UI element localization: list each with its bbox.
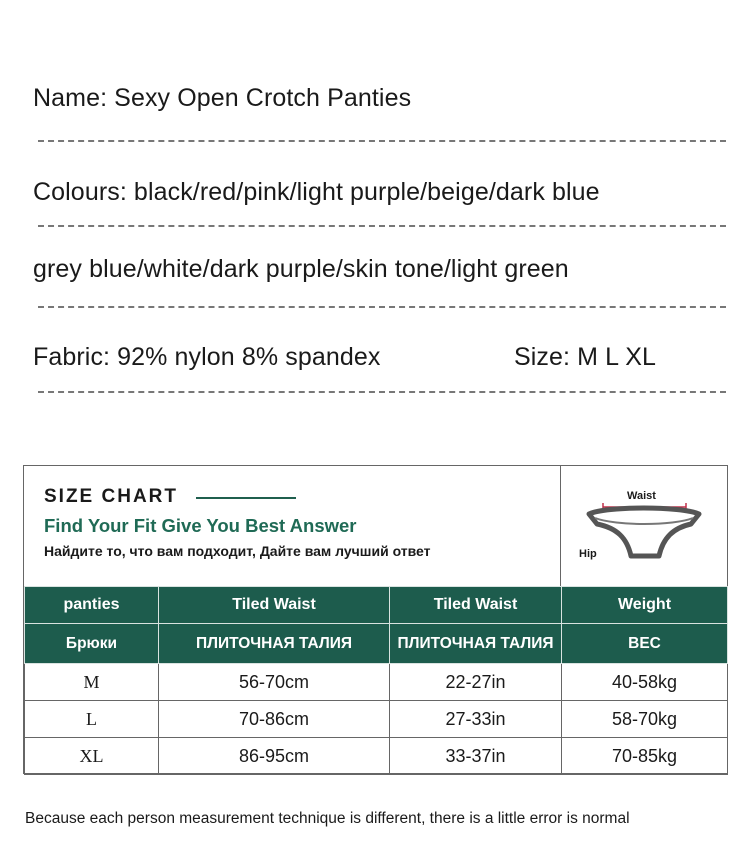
panties-outline xyxy=(589,508,699,556)
table-cell: 40-58kg xyxy=(562,664,728,701)
waist-label: Waist xyxy=(627,490,656,502)
divider xyxy=(38,225,726,227)
table-cell: 70-85kg xyxy=(562,738,728,775)
size-chart-subtitle-en: Find Your Fit Give You Best Answer xyxy=(44,515,357,536)
divider xyxy=(38,306,726,308)
product-colours-continued: grey blue/white/dark purple/skin tone/light green xyxy=(33,255,569,283)
table-header-row xyxy=(25,587,728,624)
table-cell: 86-95cm xyxy=(159,738,390,775)
column-header-ru: ВЕС xyxy=(562,624,728,664)
size-cell: XL xyxy=(25,738,159,775)
divider xyxy=(38,140,726,142)
table-row xyxy=(25,701,728,738)
title-underline xyxy=(196,497,296,499)
size-chart-subtitle-ru: Найдите то, что вам подходит, Дайте вам лучший ответ xyxy=(44,543,431,559)
hip-label: Hip xyxy=(579,548,597,560)
size-table xyxy=(24,586,728,775)
table-cell: 58-70kg xyxy=(562,701,728,738)
table-cell: 33-37in xyxy=(390,738,562,775)
product-fabric: Fabric: 92% nylon 8% spandex xyxy=(33,343,381,371)
column-header: Weight xyxy=(562,587,728,624)
product-colours: Colours: black/red/pink/light purple/beige/dark blue xyxy=(33,178,600,206)
size-cell: M xyxy=(25,664,159,701)
column-header: Tiled Waist xyxy=(390,587,562,624)
table-cell: 22-27in xyxy=(390,664,562,701)
column-header-ru: ПЛИТОЧНАЯ ТАЛИЯ xyxy=(159,624,390,664)
column-header-ru: ПЛИТОЧНАЯ ТАЛИЯ xyxy=(390,624,562,664)
divider xyxy=(38,391,726,393)
product-name: Name: Sexy Open Crotch Panties xyxy=(33,84,412,112)
measurement-footnote: Because each person measurement technique is different, there is a little error is normal xyxy=(25,810,630,827)
panties-diagram-icon xyxy=(561,466,727,586)
size-chart-header xyxy=(24,466,561,586)
product-sizes: Size: M L XL xyxy=(514,343,656,371)
table-row xyxy=(25,664,728,701)
column-header: panties xyxy=(25,587,159,624)
table-header-row-ru xyxy=(25,624,728,664)
table-row xyxy=(25,738,728,775)
size-chart xyxy=(23,465,728,774)
column-header-ru: Брюки xyxy=(25,624,159,664)
column-header: Tiled Waist xyxy=(159,587,390,624)
size-cell: L xyxy=(25,701,159,738)
table-cell: 56-70cm xyxy=(159,664,390,701)
table-cell: 27-33in xyxy=(390,701,562,738)
size-chart-title: SIZE CHART xyxy=(44,486,178,507)
measurement-diagram xyxy=(561,466,727,586)
table-cell: 70-86cm xyxy=(159,701,390,738)
